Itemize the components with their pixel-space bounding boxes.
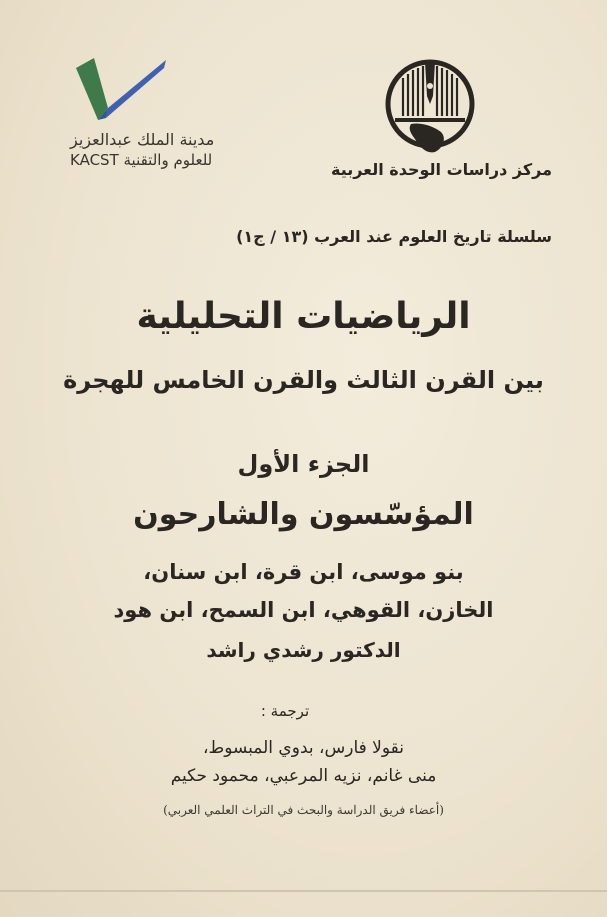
part-label: الجزء الأول [237, 450, 370, 478]
translators-line-2: منى غانم، نزيه المرعبي، محمود حكيم [170, 766, 437, 786]
book-subtitle: بين القرن الثالث والقرن الخامس للهجرة [63, 366, 544, 394]
authors-line-1: بنو موسى، ابن قرة، ابن سنان، [143, 560, 464, 584]
series-label: سلسلة تاريخ العلوم عند العرب (١٣ / ج١) [236, 227, 552, 246]
author-name: الدكتور رشدي راشد [206, 638, 401, 662]
book-title: الرياضيات التحليلية [136, 296, 471, 337]
kacst-logo-icon [76, 58, 166, 120]
kacst-name-line1: مدينة الملك عبدالعزيز [70, 130, 215, 149]
caus-name: مركز دراسات الوحدة العربية [330, 160, 552, 179]
part-title: المؤسّسون والشارحون [133, 497, 474, 532]
page-edge-line [0, 890, 607, 892]
authors-line-2: الخازن، القوهي، ابن السمح، ابن هود [113, 598, 494, 622]
translation-label: ترجمة : [260, 702, 310, 720]
caus-logo-icon [381, 56, 479, 158]
translators-note: (أعضاء فريق الدراسة والبحث في التراث العلمي العربي) [163, 803, 444, 817]
kacst-name-line2: للعلوم والتقنية KACST [70, 151, 213, 169]
kacst-name [70, 130, 260, 170]
translators-line-1: نقولا فارس، بدوي المبسوط، [203, 738, 404, 758]
